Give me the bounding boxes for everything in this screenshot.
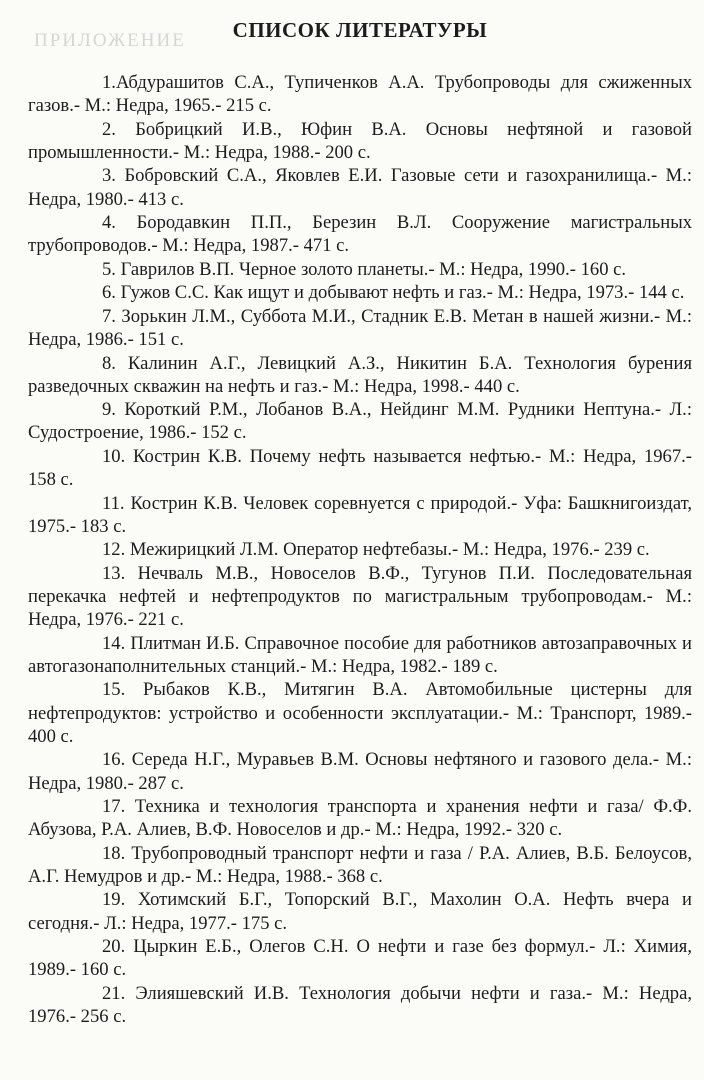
reference-item: 19. Хотимский Б.Г., Топорский В.Г., Махолин О.А. Нефть вчера и сегодня.- Л.: Недра, 1977.- 175 с. — [28, 889, 692, 934]
show-through-header: ПРИЛОЖЕНИЕ — [34, 30, 186, 51]
reference-list — [28, 71, 692, 1028]
reference-item: 17. Техника и технология транспорта и хранения нефти и газа/ Ф.Ф. Абузова, Р.А. Алиев, В.Ф. Новоселов и др.- М.: Недра, 1992.- 320 с. — [28, 796, 692, 841]
reference-item: 4. Бородавкин П.П., Березин В.Л. Сооружение магистральных трубопроводов.- М.: Недра, 1987.- 471 с. — [28, 212, 692, 257]
reference-item: 12. Межирицкий Л.М. Оператор нефтебазы.- М.: Недра, 1976.- 239 с. — [102, 539, 650, 561]
reference-item: 5. Гаврилов В.П. Черное золото планеты.- М.: Недра, 1990.- 160 с. — [102, 258, 627, 280]
reference-item: 9. Короткий Р.М., Лобанов В.А., Нейдинг М.М. Рудники Нептуна.- Л.: Судостроение, 1986.- 152 с. — [28, 399, 692, 444]
reference-item: 15. Рыбаков К.В., Митягин В.А. Автомобильные цистерны для нефтепродуктов: устройство и особенности эксплуатации.- М.: Транспорт, 1989.- 400 с. — [28, 679, 692, 747]
reference-item: 13. Нечваль М.В., Новоселов В.Ф., Тугунов П.И. Последовательная перекачка нефтей и нефтепродуктов по магистральным трубопроводам.- М.: Недра, 1976.- 221 с. — [28, 562, 692, 631]
reference-item: 1.Абдурашитов С.А., Тупиченков А.А. Трубопроводы для сжиженных газов.- М.: Недра, 1965.- 215 с. — [28, 72, 692, 117]
page-title: СПИСОК ЛИТЕРАТУРЫ — [232, 18, 488, 42]
reference-item: 20. Цыркин Е.Б., Олегов С.Н. О нефти и газе без формул.- Л.: Химия, 1989.- 160 с. — [28, 936, 692, 981]
reference-item: 10. Кострин К.В. Почему нефть называется нефтью.- М.: Недра, 1967.- 158 с. — [28, 445, 692, 491]
page — [28, 18, 692, 1029]
reference-item: 8. Калинин А.Г., Левицкий А.З., Никитин Б.А. Технология бурения разведочных скважин на нефть и газ.- М.: Недра, 1998.- 440 с. — [28, 352, 692, 397]
reference-item: 16. Середа Н.Г., Муравьев В.М. Основы нефтяного и газового дела.- М.: Недра, 1980.- 287 с. — [28, 749, 692, 794]
reference-item: 21. Элияшевский И.В. Технология добычи нефти и газа.- М.: Недра, 1976.- 256 с. — [28, 982, 692, 1028]
reference-item: 2. Бобрицкий И.В., Юфин В.А. Основы нефтяной и газовой промышленности.- М.: Недра, 1988.- 200 с. — [28, 118, 692, 163]
reference-item: 18. Трубопроводный транспорт нефти и газа / Р.А. Алиев, В.Б. Белоусов, А.Г. Немудров и др.- М.: Недра, 1988.- 368 с. — [28, 842, 692, 887]
reference-item: 7. Зорькин Л.М., Суббота М.И., Стадник Е.В. Метан в нашей жизни.- М.: Недра, 1986.- 151 с. — [28, 305, 692, 351]
reference-item: 3. Бобровский С.А., Яковлев Е.И. Газовые сети и газохранилища.- М.: Недра, 1980.- 413 с. — [28, 165, 692, 210]
reference-item: 6. Гужов С.С. Как ищут и добывают нефть и газ.- М.: Недра, 1973.- 144 с. — [102, 282, 685, 304]
reference-item: 11. Кострин К.В. Человек соревнуется с природой.- Уфа: Башкнигоиздат, 1975.- 183 с. — [28, 492, 692, 537]
reference-item: 14. Плитман И.Б. Справочное пособие для работников автозаправочных и автогазонаполнительных станций.- М.: Недра, 1982.- 189 с. — [28, 632, 692, 677]
